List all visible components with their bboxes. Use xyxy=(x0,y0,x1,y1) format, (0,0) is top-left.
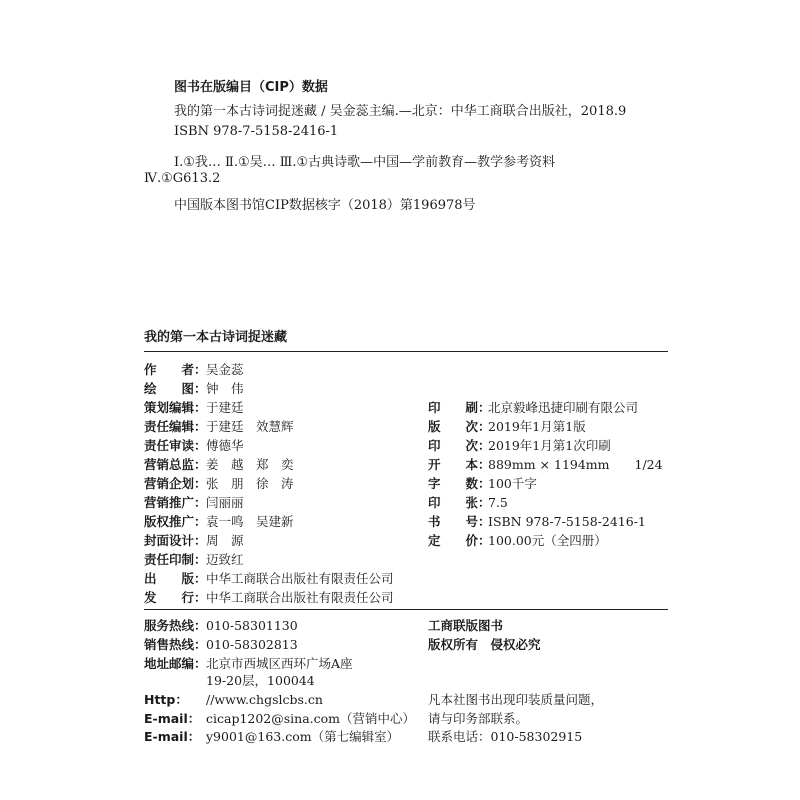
quality-notice-line2: 请与印务部联系。 xyxy=(428,711,529,726)
print-row: 印 张：7.5 xyxy=(428,495,508,510)
cip-line-title: 我的第一本古诗词捉迷藏 / 吴金蕊主编.—北京：中华工商联合出版社，2018.9 xyxy=(174,104,627,119)
quality-notice-line1: 凡本社图书出现印装质量问题， xyxy=(428,692,604,707)
contact-row: 销售热线：010-58302813 xyxy=(144,637,298,652)
book-title: 我的第一本古诗词捉迷藏 xyxy=(144,330,288,345)
credit-row: 营销总监：姜 越 郑 奕 xyxy=(144,457,294,472)
print-row: 印 刷：北京毅峰迅捷印刷有限公司 xyxy=(428,400,639,415)
credit-row: 出 版：中华工商联合出版社有限责任公司 xyxy=(144,571,394,586)
divider-top xyxy=(144,351,668,352)
cip-line-classification: Ⅰ.①我… Ⅱ.①吴… Ⅲ.①古典诗歌—中国—学前教育—教学参考资料 xyxy=(174,155,556,170)
cip-line-class-number: Ⅳ.①G613.2 xyxy=(144,171,221,186)
quality-notice-phone: 联系电话：010-58302915 xyxy=(428,729,583,744)
divider-bottom xyxy=(144,609,668,610)
print-row: 版 次：2019年1月第1版 xyxy=(428,419,586,434)
credit-row: 作 者：吴金蕊 xyxy=(144,362,244,377)
copyright-notice: 版权所有 侵权必究 xyxy=(428,637,541,652)
print-row: 印 次：2019年1月第1次印刷 xyxy=(428,438,611,453)
credit-row: 营销推广：闫丽丽 xyxy=(144,495,244,510)
contact-row: E-mail： y9001@163.com（第七编辑室） xyxy=(144,729,400,744)
cip-line-isbn: ISBN 978-7-5158-2416-1 xyxy=(174,124,339,139)
contact-row: 19-20层，100044 xyxy=(206,673,315,688)
print-row: 书 号：ISBN 978-7-5158-2416-1 xyxy=(428,514,646,529)
credit-row: 营销企划：张 朋 徐 涛 xyxy=(144,476,294,491)
contact-row: 服务热线：010-58301130 xyxy=(144,618,298,633)
credit-row: 策划编辑：于建廷 xyxy=(144,400,244,415)
print-row: 字 数：100千字 xyxy=(428,476,537,491)
print-row: 定 价：100.00元（全四册） xyxy=(428,533,607,548)
credit-row: 责任审读：傅德华 xyxy=(144,438,244,453)
cip-heading: 图书在版编目（CIP）数据 xyxy=(174,80,328,95)
cip-line-record: 中国版本图书馆CIP数据核字（2018）第196978号 xyxy=(174,198,476,213)
credit-row: 版权推广：袁一鸣 吴建新 xyxy=(144,514,294,529)
publisher-imprint: 工商联版图书 xyxy=(428,618,504,633)
print-row: 开 本：889mm × 1194mm 1/24 xyxy=(428,457,663,472)
credit-row: 责任印制：迈致红 xyxy=(144,552,244,567)
credit-row: 责任编辑：于建廷 效慧辉 xyxy=(144,419,294,434)
credit-row: 绘 图：钟 伟 xyxy=(144,381,244,396)
credit-row: 封面设计：周 源 xyxy=(144,533,244,548)
contact-row: E-mail： cicap1202@sina.com（营销中心） xyxy=(144,711,416,726)
contact-row: Http： //www.chgslcbs.cn xyxy=(144,692,323,707)
credit-row: 发 行：中华工商联合出版社有限责任公司 xyxy=(144,590,394,605)
contact-row: 地址邮编：北京市西城区西环广场A座 xyxy=(144,656,353,671)
